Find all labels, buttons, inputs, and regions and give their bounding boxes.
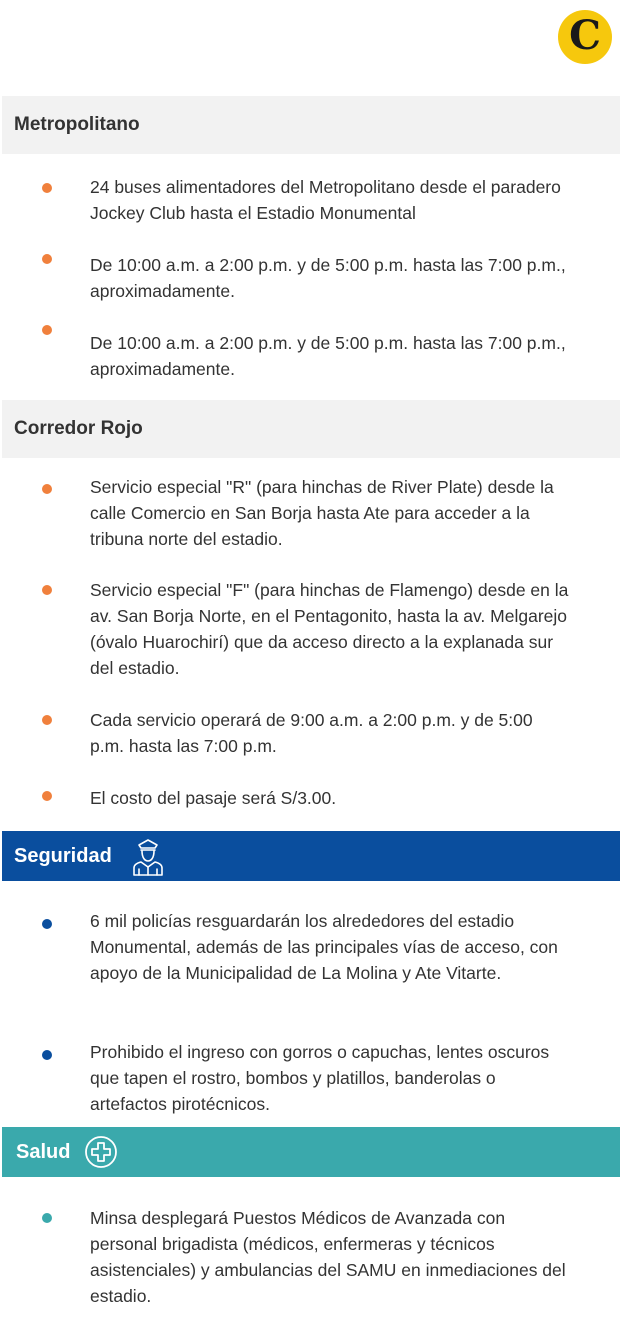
list-item: 6 mil policías resguardarán los alrededores del estadio Monumental, además de las principales vías de acceso, con apoyo de la Municipalidad de La Molina y Ate Vitarte. bbox=[90, 911, 558, 983]
section-header-seguridad bbox=[2, 831, 620, 881]
section-title: Salud bbox=[16, 1140, 71, 1163]
list-item: Cada servicio operará de 9:00 a.m. a 2:00 p.m. y de 5:00 p.m. hasta las 7:00 p.m. bbox=[90, 710, 533, 756]
list-item: El costo del pasaje será S/3.00. bbox=[90, 788, 337, 808]
bullet-dot bbox=[42, 715, 52, 725]
medical-cross-icon bbox=[84, 1135, 118, 1169]
bullet-dot bbox=[42, 585, 52, 595]
bullet-dot bbox=[42, 183, 52, 193]
bullet-dot bbox=[42, 1050, 52, 1060]
list-item: Minsa desplegará Puestos Médicos de Avanzada con personal brigadista (médicos, enfermeras y técnicos asistenciales) y ambulancias del SAMU en inmediaciones del estadio. bbox=[90, 1208, 566, 1306]
logo-letter: C bbox=[569, 12, 601, 59]
section-header-salud bbox=[2, 1127, 620, 1177]
section-title: Metropolitano bbox=[14, 114, 140, 135]
bullet-dot bbox=[42, 254, 52, 264]
bullet-dot bbox=[42, 1213, 52, 1223]
list-item: Prohibido el ingreso con gorros o capuchas, lentes oscuros que tapen el rostro, bombos y platillos, banderolas o artefactos pirotécnicos. bbox=[90, 1042, 550, 1114]
list-item: De 10:00 a.m. a 2:00 p.m. y de 5:00 p.m. hasta las 7:00 p.m., aproximadamente. bbox=[90, 333, 566, 379]
list-item: De 10:00 a.m. a 2:00 p.m. y de 5:00 p.m. hasta las 7:00 p.m., aproximadamente. bbox=[90, 255, 566, 301]
el-comercio-logo bbox=[558, 10, 612, 64]
bullet-dot bbox=[42, 484, 52, 494]
section-header-metropolitano bbox=[2, 96, 620, 154]
list-item: 24 buses alimentadores del Metropolitano desde el paradero Jockey Club hasta el Estadio Monumental bbox=[90, 177, 561, 223]
section-title: Corredor Rojo bbox=[14, 418, 143, 439]
bullet-dot bbox=[42, 325, 52, 335]
list-item: Servicio especial "R" (para hinchas de River Plate) desde la calle Comercio en San Borja hasta Ate para acceder a la tribuna norte del estadio. bbox=[90, 477, 554, 549]
police-officer-icon bbox=[130, 836, 166, 876]
bullet-dot bbox=[42, 919, 52, 929]
bullet-dot bbox=[42, 791, 52, 801]
section-title: Seguridad bbox=[14, 844, 112, 867]
section-header-corredor-rojo bbox=[2, 400, 620, 458]
list-item: Servicio especial "F" (para hinchas de Flamengo) desde en la av. San Borja Norte, en el Pentagonito, hasta la av. Melgarejo (óvalo Huarochirí) que da acceso directo a la explanada sur del estadio. bbox=[90, 580, 569, 678]
